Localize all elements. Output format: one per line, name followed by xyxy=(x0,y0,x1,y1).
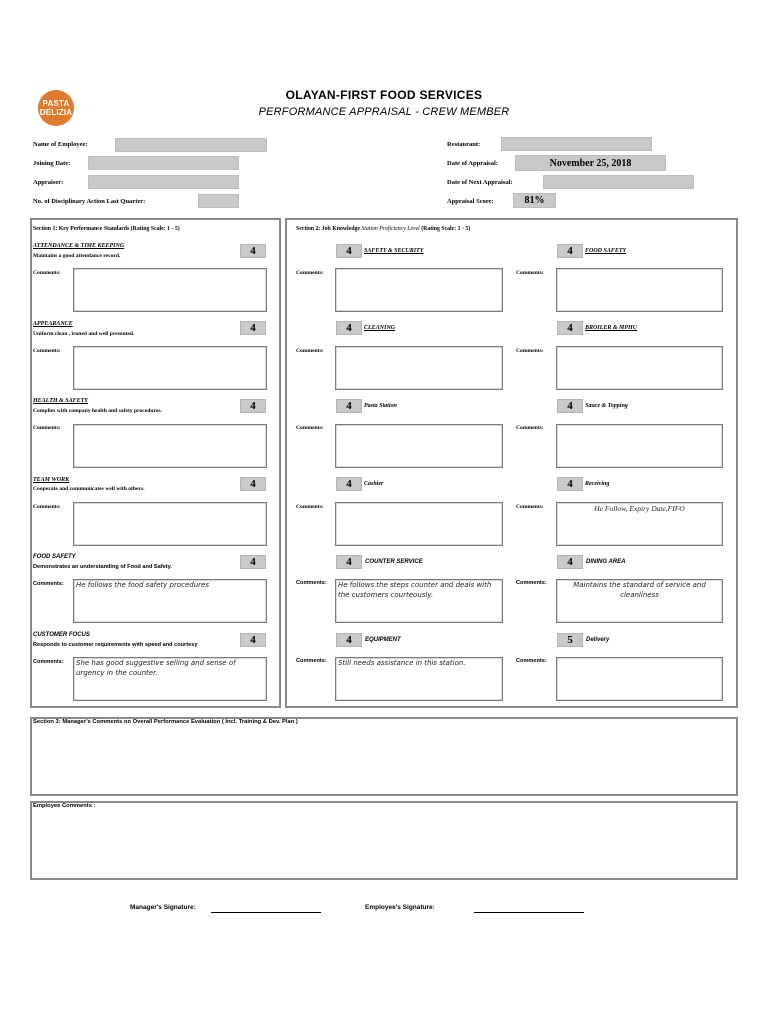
s2b-comment-box[interactable] xyxy=(556,424,723,468)
s2a-comments-label: Comments: xyxy=(296,504,324,510)
s2b-rating[interactable]: 4 xyxy=(557,399,583,413)
s1-comment-box[interactable] xyxy=(73,502,267,546)
s2b-rating[interactable]: 4 xyxy=(557,555,583,569)
s2a-comments-label: Comments: xyxy=(296,658,327,664)
employee-name-label: Name of Employee: xyxy=(33,141,88,148)
s2a-station-label: SAFETY & SECURITY xyxy=(364,248,424,254)
s2a-rating[interactable]: 4 xyxy=(336,321,362,335)
s2a-comment-box[interactable] xyxy=(335,424,503,468)
s1-category: FOOD SAFETY xyxy=(33,554,76,560)
appraisal-score-label: Appraisal Score: xyxy=(447,198,494,205)
s1-description: Responds to customer requirements with speed and courtesy xyxy=(33,642,198,648)
s2a-station-label: Cashier xyxy=(364,481,384,487)
logo-line-2: DELIZIA xyxy=(39,108,73,117)
section3-comment[interactable] xyxy=(34,730,734,792)
appraisal-date-label: Date of Appraisal: xyxy=(447,160,498,167)
s2b-rating[interactable]: 4 xyxy=(557,477,583,491)
s2b-comments-label: Comments: xyxy=(516,348,544,354)
s2a-rating[interactable]: 4 xyxy=(336,399,362,413)
s2b-comment-box[interactable] xyxy=(556,268,723,312)
s2b-rating[interactable]: 4 xyxy=(557,244,583,258)
s2a-comments-label: Comments: xyxy=(296,425,324,431)
s1-description: Demonstrates an understanding of Food and Safety. xyxy=(33,564,172,570)
s1-comment-box[interactable] xyxy=(73,268,267,312)
s2a-comment-box[interactable] xyxy=(335,268,503,312)
s2a-comment-box[interactable] xyxy=(335,502,503,546)
s2a-rating[interactable]: 4 xyxy=(336,477,362,491)
s2b-station-label: FOOD SAFETY xyxy=(585,248,627,254)
appraisal-score-field[interactable]: 81% xyxy=(513,193,556,208)
s1-comments-label: Comments: xyxy=(33,581,64,587)
s1-category: TEAM WORK xyxy=(33,477,70,483)
s1-rating[interactable]: 4 xyxy=(240,477,266,491)
appraiser-field[interactable] xyxy=(88,175,239,189)
logo-line-1: PASTA xyxy=(42,99,70,108)
s1-rating[interactable]: 4 xyxy=(240,633,266,647)
s2b-comments-label: Comments: xyxy=(516,580,547,586)
manager-signature-label: Manager's Signature: xyxy=(130,904,196,911)
s1-comment-box[interactable] xyxy=(73,424,267,468)
s2a-comments-label: Comments: xyxy=(296,270,324,276)
section2-heading: Section 2: Job Knowledge Station Proficiency Level (Rating Scale: 1 - 5) xyxy=(296,226,471,232)
restaurant-label: Restaurant: xyxy=(447,141,481,148)
s1-comments-label: Comments: xyxy=(33,348,61,354)
s2a-station-label: EQUIPMENT xyxy=(365,637,401,643)
s1-description: Uniform clean , ironed and well presented. xyxy=(33,331,135,337)
disciplinary-action-field[interactable] xyxy=(198,194,239,208)
s1-comment-box[interactable]: He follows the food safety procedures xyxy=(73,579,267,623)
s2b-station-label: BROILER & MPHU xyxy=(585,325,638,331)
s2b-comment-box[interactable] xyxy=(556,657,723,701)
employee-comments-text[interactable] xyxy=(34,814,734,876)
s1-comment-box[interactable] xyxy=(73,346,267,390)
s1-comments-label: Comments: xyxy=(33,425,61,431)
s2a-rating[interactable]: 4 xyxy=(336,633,362,647)
next-appraisal-label: Date of Next Appraisal: xyxy=(447,179,513,186)
joining-date-label: Joining Date: xyxy=(33,160,71,167)
s1-rating[interactable]: 4 xyxy=(240,555,266,569)
section3-heading: Section 3: Manager's Comments on Overall Performance Evaluation ( Incl. Training & Dev. Plan ) xyxy=(33,719,298,725)
restaurant-field[interactable] xyxy=(501,137,652,151)
s1-category: ATTENDANCE & TIME KEEPING xyxy=(33,243,125,249)
s2b-station-label: Receiving xyxy=(585,481,610,487)
s1-comments-label: Comments: xyxy=(33,270,61,276)
s2b-comment-box[interactable] xyxy=(556,346,723,390)
manager-signature-line[interactable] xyxy=(211,912,321,913)
section1-heading: Section 1: Key Performance Standards (Rating Scale: 1 - 5) xyxy=(33,226,180,232)
s2b-comment-box[interactable]: Maintains the standard of service and cleanliness xyxy=(556,579,723,623)
disciplinary-action-label: No. of Disciplinary Action Last Quarter: xyxy=(33,198,146,205)
s1-rating[interactable]: 4 xyxy=(240,321,266,335)
employee-signature-label: Employee's Signature: xyxy=(365,904,435,911)
s2b-comments-label: Comments: xyxy=(516,504,544,510)
s1-description: Maintains a good attendance record. xyxy=(33,253,121,259)
s2a-comment-box[interactable]: He follows the steps counter and deals with the customers courteously. xyxy=(335,579,503,623)
employee-signature-line[interactable] xyxy=(474,912,584,913)
s2a-station-label: COUNTER SERVICE xyxy=(365,559,423,565)
s2b-station-label: Delivery xyxy=(586,637,610,643)
s1-comments-label: Comments: xyxy=(33,504,61,510)
s1-description: Complies with company health and safety procedures. xyxy=(33,408,162,414)
company-title: OLAYAN-FIRST FOOD SERVICES xyxy=(285,88,483,102)
form-title: PERFORMANCE APPRAISAL - CREW MEMBER xyxy=(258,106,510,118)
s2b-rating[interactable]: 4 xyxy=(557,321,583,335)
s2a-comments-label: Comments: xyxy=(296,348,324,354)
s2b-comments-label: Comments: xyxy=(516,270,544,276)
s2a-rating[interactable]: 4 xyxy=(336,244,362,258)
s1-description: Cooperate and communicates well with others. xyxy=(33,486,145,492)
s1-comment-box[interactable]: She has good suggestive selling and sense of urgency in the counter. xyxy=(73,657,267,701)
employee-comments-heading: Employee Comments : xyxy=(33,803,96,809)
s1-category: APPEARANCE xyxy=(33,321,73,327)
s2b-comments-label: Comments: xyxy=(516,425,544,431)
s2b-station-label: Sauce & Topping xyxy=(585,403,628,409)
s2a-station-label: Pasta Station xyxy=(364,403,397,409)
appraisal-date-field[interactable]: November 25, 2018 xyxy=(515,155,666,171)
s2a-rating[interactable]: 4 xyxy=(336,555,362,569)
s2b-comment-box[interactable]: He Follow, Expiry Date,FIFO xyxy=(556,502,723,546)
s1-comments-label: Comments: xyxy=(33,659,64,665)
employee-name-field[interactable] xyxy=(115,138,267,152)
s2a-comments-label: Comments: xyxy=(296,580,327,586)
next-appraisal-field[interactable] xyxy=(543,175,694,189)
s2b-comments-label: Comments: xyxy=(516,658,547,664)
s1-category: CUSTOMER FOCUS xyxy=(33,632,90,638)
s1-rating[interactable]: 4 xyxy=(240,244,266,258)
appraiser-label: Appraiser: xyxy=(33,179,64,186)
s2a-comment-box[interactable] xyxy=(335,346,503,390)
s2b-rating[interactable]: 5 xyxy=(557,633,583,647)
s2a-station-label: CLEANING xyxy=(364,325,396,331)
s1-rating[interactable]: 4 xyxy=(240,399,266,413)
s1-category: HEALTH & SAFETY xyxy=(33,398,88,404)
joining-date-field[interactable] xyxy=(88,156,239,170)
s2b-station-label: DINING AREA xyxy=(586,559,626,565)
s2a-comment-box[interactable]: Still needs assistance in this station. xyxy=(335,657,503,701)
